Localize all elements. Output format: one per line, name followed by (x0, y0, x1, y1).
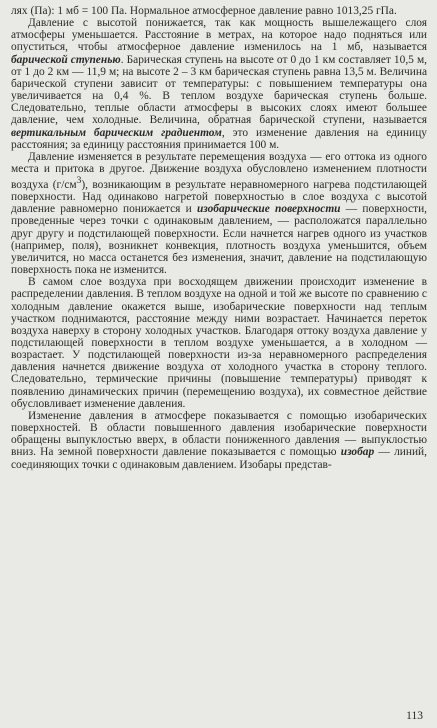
page-body-text (11, 5, 427, 471)
paragraph-4-part-2: — линий, соединяющих точки с одинаковым давлением. Изобары представ- (11, 446, 427, 471)
paragraph-2-part-1: Давление изменяется в результате перемещения воздуха — его оттока из одного места и притока в другое. Движение воздуха обусловлено изменением плотности воздуха (г/см (11, 150, 427, 191)
paragraph-2-part-2: ), возникающим в результате неравномерного нагрева подстилающей поверхности. Над одинаково нагретой поверхностью в слое воздуха с высотой давление равномерно понижается и (11, 178, 427, 216)
paragraph-1-part-1: Давление с высотой понижается, так как мощность вышележащего слоя атмосферы уменьшается. Расстояние в метрах, на которое надо подняться или опуститься, чтобы атмосферное давление изменилось на 1 мб, называется (11, 17, 427, 54)
term-barometric-step: барической ступенью (11, 53, 121, 66)
cubic-superscript: 3 (76, 176, 82, 187)
paragraph-1-part-3: , это изменение давления на единицу расстояния; за единицу расстояния принимается 100 м. (11, 126, 427, 151)
paragraph-2 (11, 151, 427, 276)
paragraph-1-part-2: . Барическая ступень на высоте от 0 до 1 км составляет 10,5 м, от 1 до 2 км — 11,9 м; на высоте 2 – 3 км барическая ступень равна 13,5 м. Величина барической ступени зависит от температуры: с повышением температуры она увеличивается на 0,4 %. В теплом воздухе барическая ступень больше. Следовательно, теплые области атмосферы в высоких слоях имеют большее давление, чем холодные. Величина, обратная барической ступени, называется (11, 53, 427, 127)
term-isobaric-surfaces: изобарические поверхности (196, 203, 341, 216)
term-isobar: изобар (340, 446, 375, 459)
paragraph-0-text: лях (Па): 1 мб = 100 Па. Нормальное атмосферное давление равно 1013,25 гПа. (11, 5, 397, 17)
paragraph-2-part-3: — поверхности, проведенные через точки с одинаковым давлением, — расположатся параллельно друг другу и подстилающей поверхности. Если начнется нагрев одного из участков (например, поля), возникнет конвекция, плотность воздуха уменьшится, объем увеличится, но масса останется без изменения, значит, давление на подстилающую поверхность пока не изменится. (11, 203, 428, 277)
paragraph-3 (11, 276, 427, 410)
paragraph-3-text: В самом слое воздуха при восходящем движении происходит изменение в распределении давления. В теплом воздухе на одной и той же высоте по сравнению с холодным давление окажется выше, изобарические поверхности над теплым участком поднимаются, расстояние между ними возрастает. Начинается переток воздуха наверху в сторону холодных участков. Благодаря оттоку воздуха давление у подстилающей поверхности в теплом воздухе уменьшается, а в холодном — возрастает. У подстилающей поверхности из-за неравномерного распределения давления начнется движение воздуха от холодного участка в сторону теплого. Следовательно, термические причины (повышение температуры) приводят к появлению динамических причин (перемещению воздуха), их совместное действие обусловливает изменение давления. (11, 276, 427, 410)
paragraph-0 (11, 5, 427, 17)
term-vertical-pressure-gradient: вертикальным барическим градиентом (11, 126, 222, 139)
paragraph-4-part-1: Изменение давления в атмосфере показывается с помощью изобарических поверхностей. В области повышенного давления изобарические поверхности обращены выпуклостью вверх, в области пониженного давления — выпуклостью вниз. На земной поверхности давление показывается с помощью (11, 409, 427, 459)
paragraph-4 (11, 410, 427, 471)
page-number: 113 (406, 710, 423, 722)
paragraph-1 (11, 17, 427, 151)
